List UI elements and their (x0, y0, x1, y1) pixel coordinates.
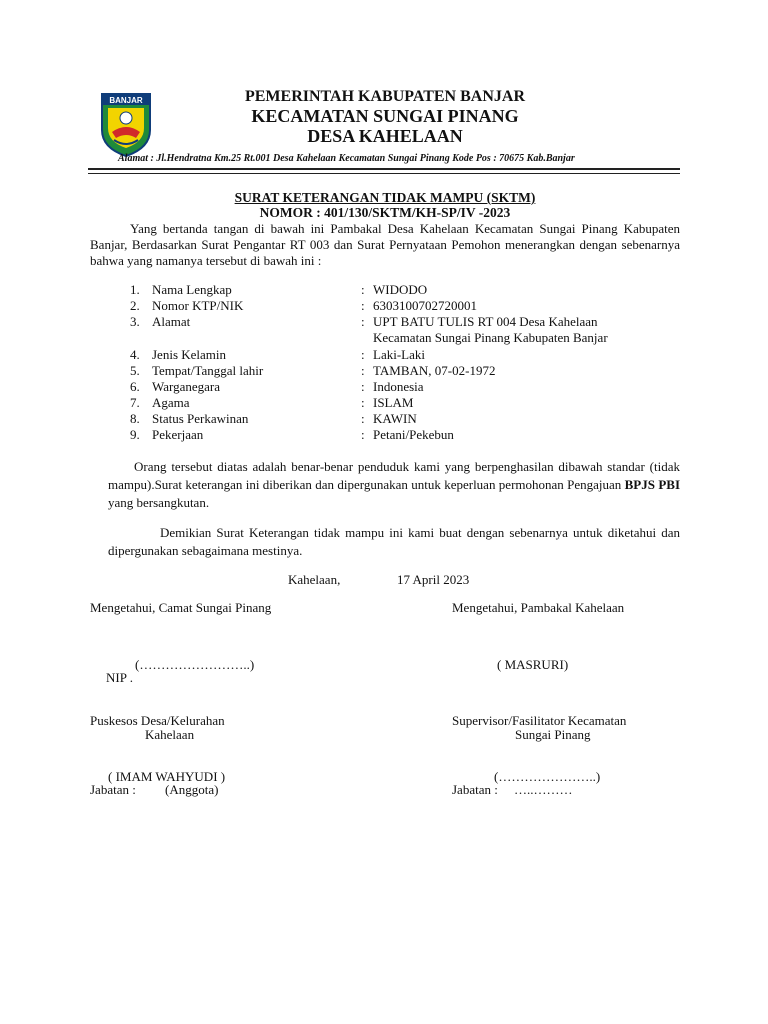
field-number: 9. (130, 427, 140, 442)
field-label: Status Perkawinan (152, 411, 249, 426)
statement-text-end: yang bersangkutan. (108, 495, 210, 510)
field-label: Tempat/Tanggal lahir (152, 363, 264, 378)
field-number: 2. (130, 298, 140, 313)
letterhead-divider-thick (88, 168, 680, 170)
puskesos-jabatan-label: Jabatan : (90, 782, 136, 797)
village-name: DESA KAHELAAN (307, 126, 463, 146)
supervisor-jabatan-value: …..……… (514, 782, 573, 797)
camat-nip: NIP . (106, 670, 133, 685)
field-value-gender: Laki-Laki (373, 347, 425, 362)
field-separator: : (361, 314, 365, 329)
field-label: Jenis Kelamin (152, 347, 227, 362)
supervisor-district: Sungai Pinang (515, 727, 591, 742)
field-value-occupation: Petani/Pekebun (373, 427, 454, 442)
field-separator: : (361, 347, 365, 362)
field-separator: : (361, 363, 365, 378)
camat-signature-title: Mengetahui, Camat Sungai Pinang (90, 600, 272, 615)
statement-text: Orang tersebut diatas adalah benar-benar penduduk kami yang berpenghasilan dibawah standar (tidak mampu).Surat keterangan ini diberikan dan dipergunakan untuk keperluan permohonan Pengajuan (108, 459, 680, 492)
letterhead-divider-thin (88, 173, 680, 174)
letter-date: 17 April 2023 (397, 572, 470, 587)
field-label: Pekerjaan (152, 427, 204, 442)
statement-paragraph (108, 458, 680, 512)
office-address: Alamat : Jl.Hendratna Km.25 Rt.001 Desa Kahelaan Kecamatan Sungai Pinang Kode Pos : 70675 Kab.Banjar (118, 153, 575, 164)
field-number: 3. (130, 314, 140, 329)
puskesos-name: ( IMAM WAHYUDI ) (108, 769, 226, 784)
banjar-regency-emblem (100, 92, 152, 158)
program-name: BPJS PBI (624, 477, 681, 492)
field-label: Agama (152, 395, 190, 410)
puskesos-jabatan-value: (Anggota) (165, 782, 219, 797)
field-value-religion: ISLAM (373, 395, 414, 410)
intro-paragraph: Yang bertanda tangan di bawah ini Pambakal Desa Kahelaan Kecamatan Sungai Pinang Kabupaten Banjar, Berdasarkan Surat Pengantar RT 003 dan Surat Pernyataan Pemohon menerangkan dengan sebenarnya bahwa yang namanya tersebut di bawah ini : (90, 221, 680, 268)
field-number: 8. (130, 411, 140, 426)
field-number: 4. (130, 347, 140, 362)
letter-title: SURAT KETERANGAN TIDAK MAMPU (SKTM) (234, 190, 536, 205)
field-separator: : (361, 379, 365, 394)
puskesos-village: Kahelaan (145, 727, 195, 742)
supervisor-title: Supervisor/Fasilitator Kecamatan (452, 713, 627, 728)
field-label: Nomor KTP/NIK (152, 298, 244, 313)
government-name: PEMERINTAH KABUPATEN BANJAR (244, 88, 525, 105)
pambakal-signature-title: Mengetahui, Pambakal Kahelaan (452, 600, 625, 615)
letter-number: NOMOR : 401/130/SKTM/KH-SP/IV -2023 (259, 205, 511, 220)
letter-place: Kahelaan, (288, 572, 341, 587)
field-label: Warganegara (152, 379, 221, 394)
field-separator: : (361, 395, 365, 410)
field-value-address-line2: Kecamatan Sungai Pinang Kabupaten Banjar (373, 330, 608, 345)
field-value-citizenship: Indonesia (373, 379, 424, 394)
puskesos-title: Puskesos Desa/Kelurahan (90, 713, 225, 728)
field-value-name: WIDODO (373, 282, 428, 297)
supervisor-name-placeholder: (…………………..) (494, 769, 601, 784)
field-number: 7. (130, 395, 140, 410)
field-value-address: UPT BATU TULIS RT 004 Desa Kahelaan (373, 314, 598, 329)
field-label: Nama Lengkap (152, 282, 232, 297)
field-separator: : (361, 427, 365, 442)
field-number: 6. (130, 379, 140, 394)
camat-name-placeholder: (……………………..) (135, 657, 255, 672)
field-value-birth: TAMBAN, 07-02-1972 (373, 363, 496, 378)
field-number: 1. (130, 282, 140, 297)
district-name: KECAMATAN SUNGAI PINANG (251, 106, 519, 126)
supervisor-jabatan-label: Jabatan : (452, 782, 498, 797)
field-separator: : (361, 411, 365, 426)
field-separator: : (361, 282, 365, 297)
closing-paragraph: Demikian Surat Keterangan tidak mampu ini kami buat dengan sebenarnya untuk diketahui dan dipergunakan sebagaimana mestinya. (108, 525, 680, 558)
field-value-nik: 6303100702720001 (373, 298, 477, 313)
pambakal-name: ( MASRURI) (497, 657, 569, 672)
field-separator: : (361, 298, 365, 313)
emblem-label: BANJAR (109, 96, 143, 105)
field-label: Alamat (152, 314, 191, 329)
field-number: 5. (130, 363, 140, 378)
field-value-marital: KAWIN (373, 411, 417, 426)
